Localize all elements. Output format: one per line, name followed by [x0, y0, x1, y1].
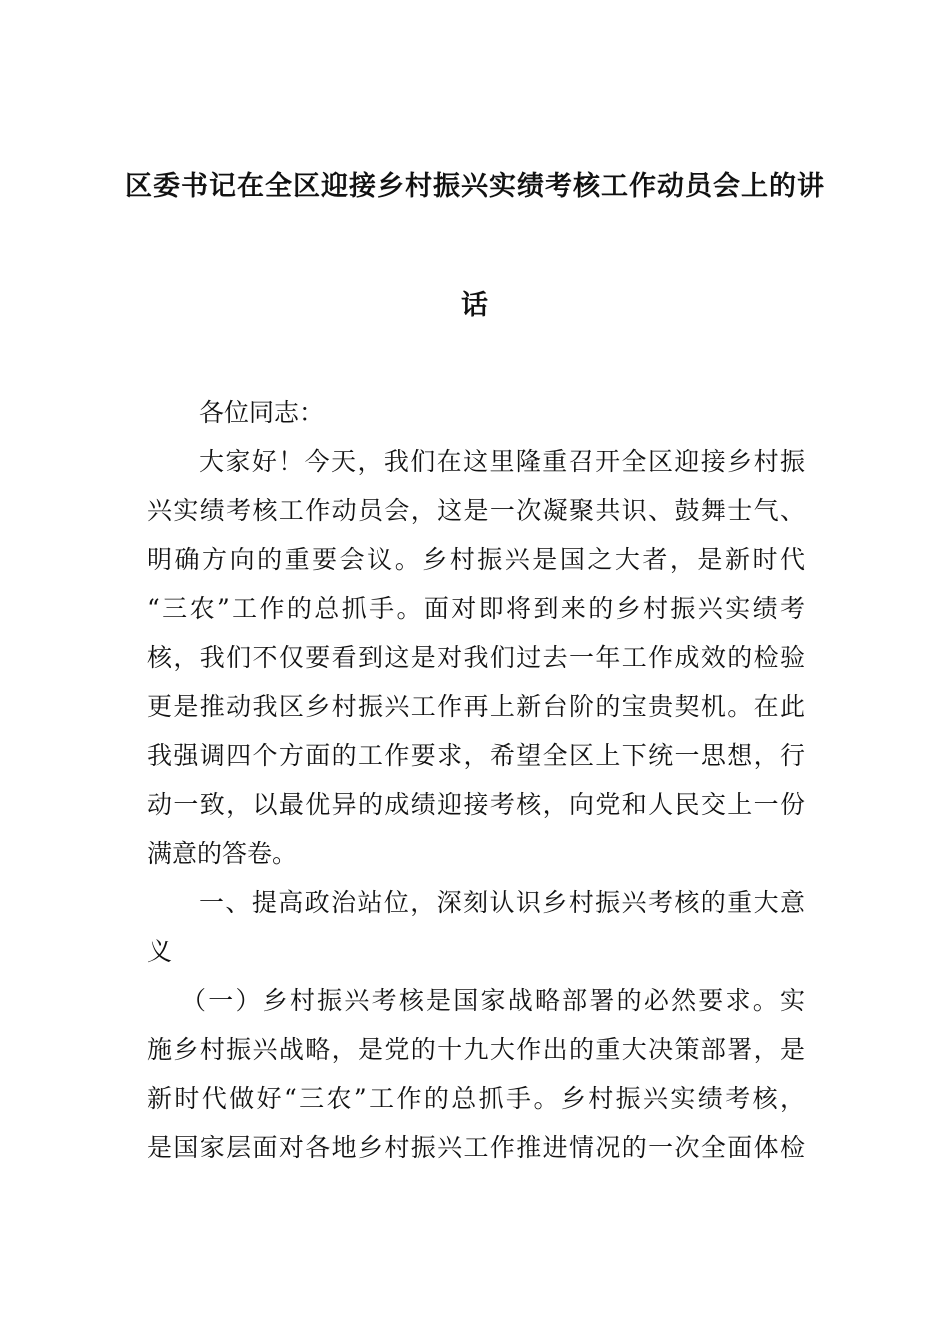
- section-heading-line: 一、提高政治站位，深刻认识乡村振兴考核的重大意: [199, 888, 805, 917]
- paragraph-line: 更是推动我区乡村振兴工作再上新台阶的宝贵契机。在此: [147, 692, 805, 721]
- paragraph-line: 满意的答卷。: [147, 839, 298, 868]
- paragraph-line: 施乡村振兴战略，是党的十九大作出的重大决策部署，是: [147, 1035, 805, 1064]
- section-heading-line: 义: [147, 937, 173, 966]
- paragraph-line: 明确方向的重要会议。乡村振兴是国之大者，是新时代: [147, 545, 805, 574]
- subsection-line: （一）乡村振兴考核是国家战略部署的必然要求。实: [181, 986, 805, 1015]
- paragraph-line: 新时代做好“三农”工作的总抓手。乡村振兴实绩考核，: [147, 1084, 805, 1113]
- paragraph-line: 大家好！今天，我们在这里隆重召开全区迎接乡村振: [199, 447, 805, 476]
- salutation: 各位同志：: [199, 398, 325, 427]
- paragraph-line: 是国家层面对各地乡村振兴工作推进情况的一次全面体检: [147, 1133, 805, 1162]
- paragraph-line: 兴实绩考核工作动员会，这是一次凝聚共识、鼓舞士气、: [147, 496, 805, 525]
- paragraph-line: 核，我们不仅要看到这是对我们过去一年工作成效的检验: [147, 643, 805, 672]
- paragraph-line: “三农”工作的总抓手。面对即将到来的乡村振兴实绩考: [147, 594, 805, 623]
- document-body: [147, 388, 805, 1172]
- paragraph-line: 动一致，以最优异的成绩迎接考核，向党和人民交上一份: [147, 790, 805, 819]
- document-title-line-1: 区委书记在全区迎接乡村振兴实绩考核工作动员会上的讲: [125, 171, 825, 202]
- document-title-line-2: 话: [461, 290, 489, 321]
- paragraph-line: 我强调四个方面的工作要求，希望全区上下统一思想，行: [147, 741, 805, 770]
